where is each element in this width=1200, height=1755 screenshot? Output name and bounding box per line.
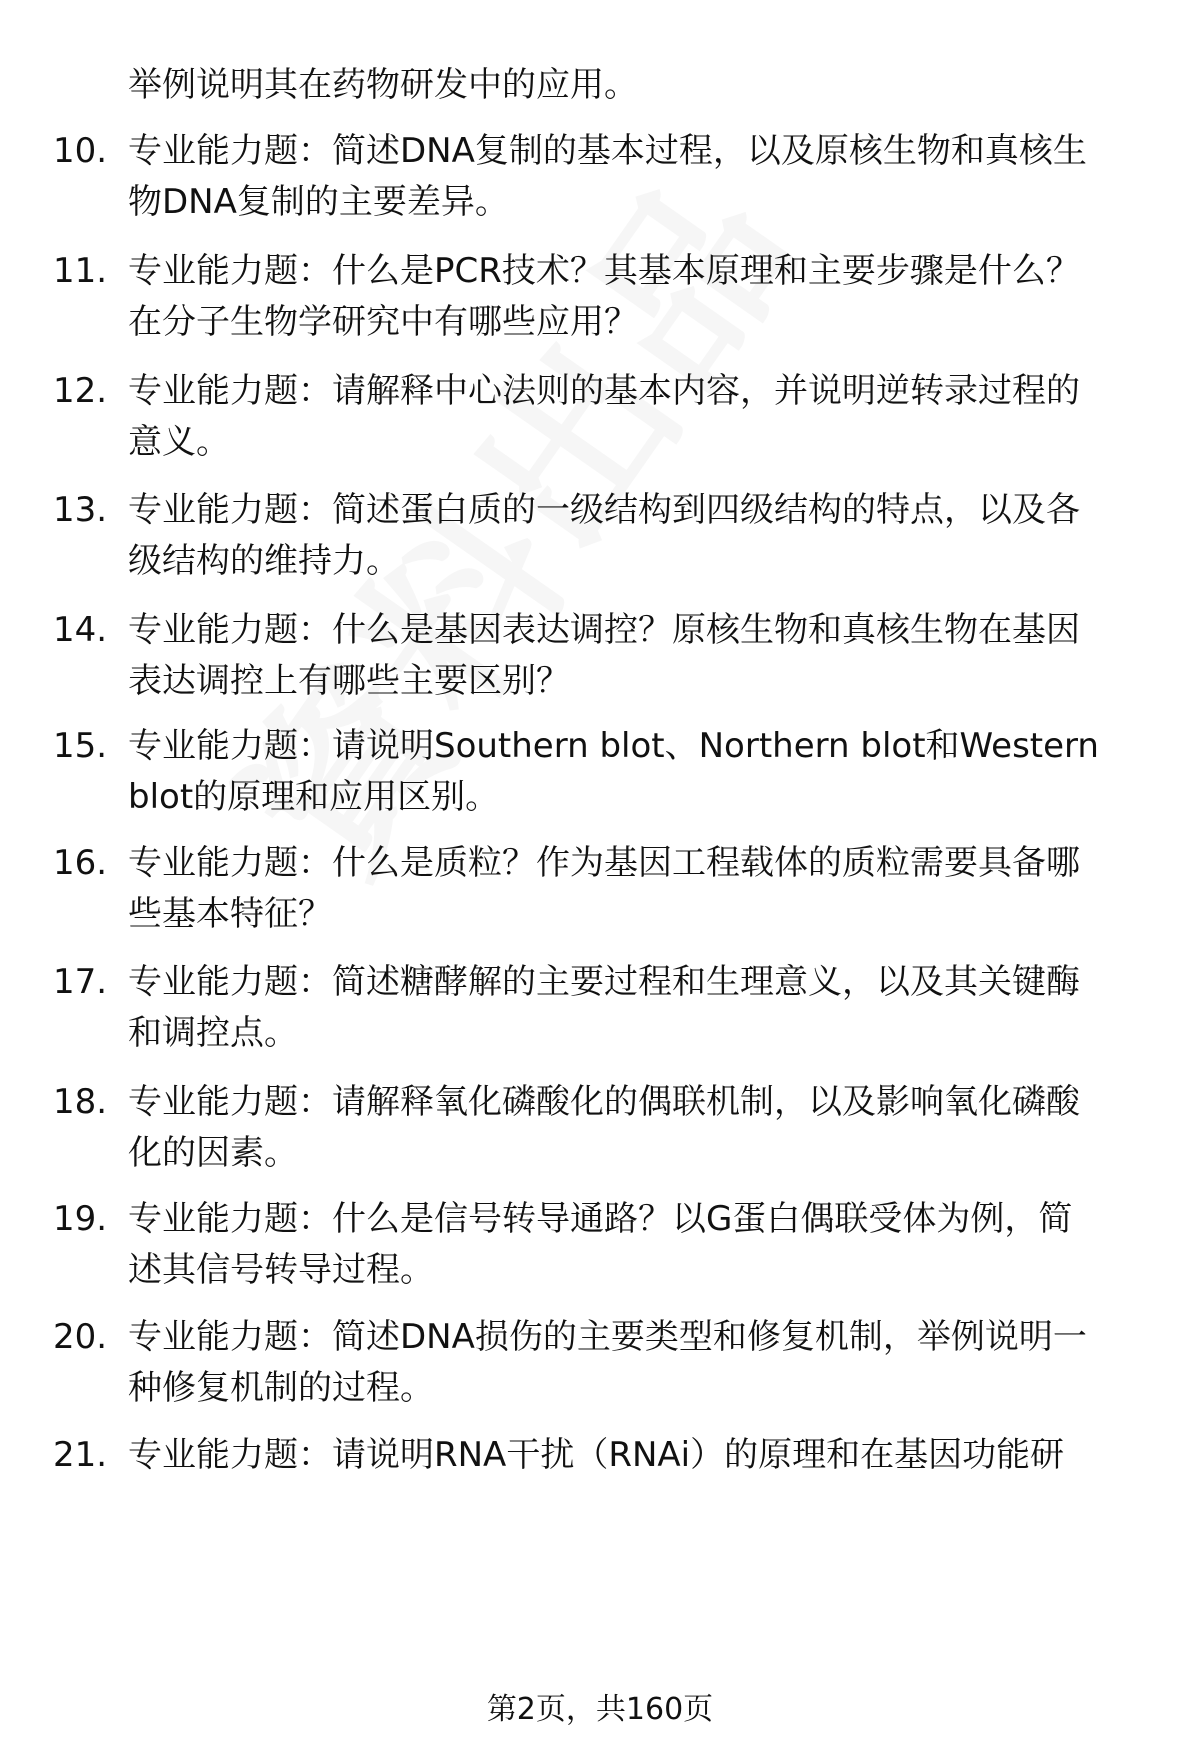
question-text	[128, 957, 1158, 1059]
question-text	[128, 838, 1158, 940]
question-line: 专业能力题：简述DNA复制的基本过程，以及原核生物和真核生	[128, 131, 1087, 171]
question-line: 专业能力题：什么是质粒？作为基因工程载体的质粒需要具备哪	[128, 843, 1080, 883]
question-text	[128, 1077, 1158, 1179]
question-number: 18.	[53, 1082, 108, 1122]
question-text	[128, 485, 1158, 587]
question-number: 20.	[53, 1317, 108, 1357]
question-text	[128, 246, 1158, 348]
question-line: 物DNA复制的主要差异。	[128, 182, 509, 222]
question-number: 15.	[53, 726, 108, 766]
question-number: 13.	[53, 490, 108, 530]
question-line: 意义。	[128, 422, 230, 462]
question-text	[128, 1312, 1158, 1414]
question-line: 专业能力题：请说明RNA干扰（RNAi）的原理和在基因功能研	[128, 1435, 1065, 1475]
question-number: 21.	[53, 1435, 108, 1475]
question-text	[128, 1194, 1158, 1296]
question-text	[128, 126, 1158, 228]
continuation-line: 举例说明其在药物研发中的应用。	[128, 65, 638, 105]
question-number: 14.	[53, 610, 108, 650]
question-number: 16.	[53, 843, 108, 883]
question-number: 10.	[53, 131, 108, 171]
question-line: blot的原理和应用区别。	[128, 777, 500, 817]
question-text	[128, 721, 1158, 823]
question-line: 专业能力题：什么是信号转导通路？以G蛋白偶联受体为例，简	[128, 1199, 1073, 1239]
question-line: 述其信号转导过程。	[128, 1250, 434, 1290]
question-line: 在分子生物学研究中有哪些应用？	[128, 302, 638, 342]
question-number: 17.	[53, 962, 108, 1002]
question-text	[128, 366, 1158, 468]
page-footer: 第2页，共160页	[486, 1692, 714, 1727]
question-line: 级结构的维持力。	[128, 541, 400, 581]
question-line: 种修复机制的过程。	[128, 1368, 434, 1408]
question-line: 专业能力题：请解释氧化磷酸化的偶联机制，以及影响氧化磷酸	[128, 1082, 1080, 1122]
question-text	[128, 1430, 1158, 1481]
question-text	[128, 605, 1158, 707]
question-line: 专业能力题：简述DNA损伤的主要类型和修复机制，举例说明一	[128, 1317, 1087, 1357]
question-line: 专业能力题：请解释中心法则的基本内容，并说明逆转录过程的	[128, 371, 1080, 411]
question-number: 12.	[53, 371, 108, 411]
question-number: 19.	[53, 1199, 108, 1239]
question-line: 专业能力题：什么是基因表达调控？原核生物和真核生物在基因	[128, 610, 1080, 650]
question-line: 和调控点。	[128, 1013, 298, 1053]
question-line: 专业能力题：什么是PCR技术？其基本原理和主要步骤是什么？	[128, 251, 1080, 291]
question-line: 专业能力题：简述糖酵解的主要过程和生理意义，以及其关键酶	[128, 962, 1080, 1002]
question-line: 化的因素。	[128, 1133, 298, 1173]
question-line: 专业能力题：请说明Southern blot、Northern blot和Western	[128, 726, 1099, 766]
question-line: 些基本特征？	[128, 894, 332, 934]
question-number: 11.	[53, 251, 108, 291]
question-line: 表达调控上有哪些主要区别？	[128, 661, 570, 701]
question-line: 专业能力题：简述蛋白质的一级结构到四级结构的特点，以及各	[128, 490, 1080, 530]
